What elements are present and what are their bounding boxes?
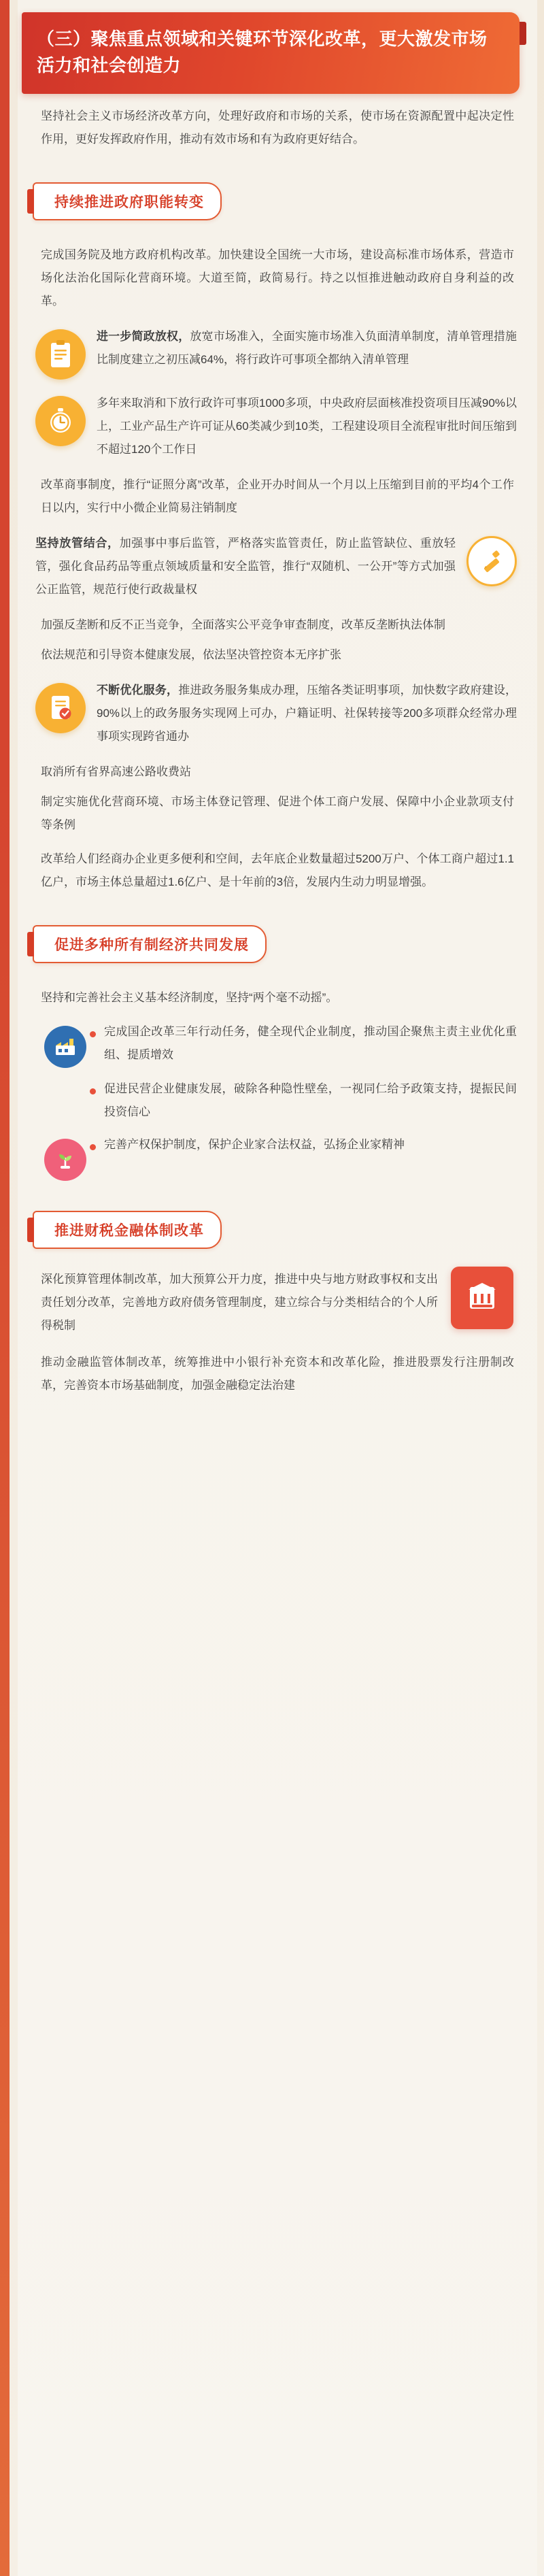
- sprout-icon: [44, 1139, 86, 1181]
- section-3-text-column: [38, 1261, 445, 1344]
- check-doc-icon: [35, 683, 86, 733]
- icon-row-text: [97, 679, 517, 748]
- bullet-spacer: [41, 1077, 90, 1083]
- item-lead-6: 不断优化服务，: [97, 684, 179, 697]
- icon-row-supervision: [35, 532, 517, 601]
- bullet-text: 完成国企改革三年行动任务，健全现代企业制度，推动国企聚焦主责主业优化重组、提质增效: [104, 1025, 517, 1061]
- header-banner: [22, 12, 520, 94]
- bank-icon: [451, 1267, 513, 1329]
- bullet-text: 完善产权保护制度，保护企业家合法权益，弘扬企业家精神: [104, 1138, 405, 1151]
- page-title: （三）聚焦重点领域和关键环节深化改革，更大激发市场活力和社会创造力: [37, 29, 488, 76]
- list-item: [41, 1020, 517, 1068]
- section-title-fiscal-finance-reform: [33, 1211, 222, 1249]
- item-text-2: 改革商事制度，推行“证照分离”改革，企业开办时间从一个月以上压缩到目前的平均4个工作日以内，实行中小微企业简易注销制度: [41, 478, 514, 514]
- left-rail-inner: [10, 0, 18, 2576]
- bullet-text: 促进民营企业健康发展，破除各种隐性壁垒，一视同仁给予政策支持，提振民间投资信心: [104, 1082, 517, 1118]
- sprout-illustration: [41, 1133, 90, 1181]
- section-title-wrap-3: [18, 1190, 537, 1261]
- item-text-7: 取消所有省界高速公路收费站: [41, 765, 191, 778]
- section-title-text: 推进财税金融体制改革: [54, 1222, 204, 1239]
- pen-icon: [466, 536, 517, 586]
- document-content: [18, 12, 537, 1431]
- item-text-3: 加强事中事后监管，严格落实监管责任，防止监管缺位、重放轻管，强化食品药品等重点领域质量和安全监管，推行“双随机、一公开”等方式加强公正监管，规范行使行政裁量权: [35, 537, 456, 596]
- section-3-paragraph-2: 推动金融监管体制改革，统筹推进中小银行补充资本和改革化险，推进股票发行注册制改革，完善资本市场基础制度，加强金融稳定法治建: [41, 1356, 514, 1392]
- icon-row-optimize-services: [35, 679, 517, 748]
- icon-row-text: [97, 392, 517, 461]
- section-2-bullet-list: [41, 1020, 517, 1181]
- section-3-body: [38, 1261, 520, 1344]
- icon-row-administrative-approval: [35, 392, 517, 461]
- section-title-text: 持续推进政府职能转变: [54, 194, 204, 210]
- section-title-ownership-development: [33, 925, 267, 963]
- right-rail: [537, 0, 544, 2576]
- item-text-4: 加强反垄断和反不正当竞争，全面落实公平竞争审查制度，改革反垄断执法体制: [41, 618, 445, 631]
- factory-icon: [44, 1026, 86, 1068]
- item-lead-3: 坚持放管结合，: [35, 537, 120, 550]
- section-title-wrap-1: [18, 162, 537, 233]
- section-1-closing: 改革给人们经商办企业更多便利和空间，去年底企业数量超过5200万户、个体工商户超过1.1亿户，市场主体总量超过1.6亿户、是十年前的3倍，发展内生动力明显增强。: [41, 852, 514, 888]
- item-text-6: 推进政务服务集成办理，压缩各类证明事项，加快数字政府建设，90%以上的政务服务实现网上可办，户籍证明、社保转接等200多项群众经常办理事项实现跨省通办: [97, 684, 517, 743]
- section-2-lead: 坚持和完善社会主义基本经济制度，坚持“两个毫不动摇”。: [41, 991, 338, 1004]
- item-text-5: 依法规范和引导资本健康发展，依法坚决管控资本无序扩张: [41, 648, 341, 661]
- stopwatch-icon: [35, 396, 86, 446]
- section-1-lead: 完成国务院及地方政府机构改革。加快建设全国统一大市场，建设高标准市场体系，营造市场化法治化国际化营商环境。大道至简，政简易行。持之以恒推进触动政府自身利益的改革。: [41, 248, 514, 307]
- icon-row-text: [35, 532, 456, 601]
- section-title-text: 促进多种所有制经济共同发展: [54, 937, 249, 953]
- factory-illustration: [41, 1020, 90, 1068]
- item-text-8: 制定实施优化营商环境、市场主体登记管理、促进个体工商户发展、保障中小企业款项支付等条例: [41, 795, 514, 831]
- bullet-dot: [90, 1088, 96, 1094]
- list-item: [41, 1133, 517, 1181]
- bullet-dot: [90, 1031, 96, 1037]
- icon-row-simplify-administration: [35, 325, 517, 380]
- bank-illustration: [445, 1261, 520, 1329]
- section-3-paragraph-1: 深化预算管理体制改革，加大预算公开力度，推进中央与地方财政事权和支出责任划分改革，完善地方政府债务管理制度，建立综合与分类相结合的个人所得税制: [41, 1273, 438, 1332]
- intro-paragraph: 坚持社会主义市场经济改革方向，处理好政府和市场的关系，使市场在资源配置中起决定性作用，更好发挥政府作用，推动有效市场和有为政府更好结合。: [41, 110, 514, 146]
- section-title-government-function: [33, 182, 222, 220]
- list-item: [41, 1077, 517, 1124]
- bullet-dot: [90, 1144, 96, 1150]
- clipboard-icon: [35, 329, 86, 380]
- section-title-wrap-2: [18, 905, 537, 975]
- item-text-0: 放宽市场准入，全面实施市场准入负面清单制度，清单管理措施比制度建立之初压减64%，将行政许可事项全都纳入清单管理: [97, 330, 517, 366]
- item-text-1: 多年来取消和下放行政许可事项1000多项，中央政府层面核准投资项目压减90%以上，工业产品生产许可证从60类减少到10类，工程建设项目全流程审批时间压缩到不超过120个工作日: [97, 397, 517, 456]
- item-lead-0: 进一步简政放权，: [97, 330, 190, 343]
- icon-row-text: [97, 325, 517, 371]
